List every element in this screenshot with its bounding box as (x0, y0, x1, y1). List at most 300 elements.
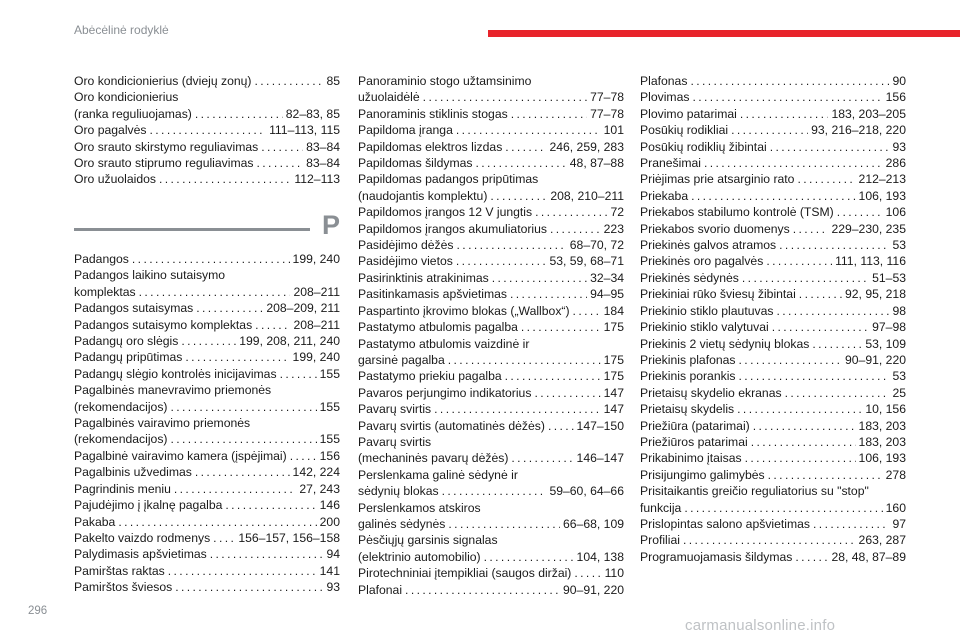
index-entry-pages: 48, 87–88 (569, 156, 624, 171)
index-entry-term: (naudojantis komplektu) (358, 188, 488, 203)
index-entry-term: (mechaninės pavarų dėžės) (358, 451, 509, 466)
index-entry-term: (ranka reguliuojamas) (74, 106, 192, 121)
index-entry-term: Programuojamasis šildymas (640, 549, 793, 564)
index-entry (640, 352, 906, 368)
index-entry-term: Profiliai (640, 533, 680, 548)
index-entry-term: Posūkių rodiklių žibintai (640, 139, 767, 154)
dot-leader (768, 467, 883, 483)
index-entry-pages: 208, 210–211 (550, 188, 624, 203)
dot-leader (511, 450, 573, 466)
index-entry-term: Plovimas (640, 90, 690, 105)
index-entry (640, 401, 906, 417)
index-entry-pages: 199, 240 (292, 252, 340, 266)
dot-leader (195, 464, 290, 480)
index-entry-pages: 10, 156 (865, 402, 906, 417)
index-entry (74, 122, 340, 138)
index-entry (358, 565, 624, 581)
index-entry-term: Pagalbinis užvedimas (74, 465, 192, 480)
index-entry-pages: 229–230, 235 (831, 221, 906, 236)
dot-leader (766, 253, 832, 269)
index-entry-term: Pasirinktinis atrakinimas (358, 270, 489, 285)
index-entry-pages: 85 (326, 74, 340, 88)
index-entry (74, 267, 340, 300)
index-entry-term: Pamirštos šviesos (74, 580, 173, 595)
dot-leader (492, 270, 587, 286)
index-column-2 (358, 73, 624, 598)
index-entry-term: Papildomas padangos pripūtimas (358, 172, 539, 187)
dot-leader (448, 352, 601, 368)
index-entry (74, 155, 340, 171)
dot-leader (779, 237, 889, 253)
index-entry (358, 418, 624, 434)
index-entry (358, 237, 624, 253)
index-entry-term: Padangos sutaisymo komplektas (74, 317, 253, 332)
index-entry (74, 317, 340, 333)
index-entry-pages: 72 (610, 205, 624, 220)
index-entry-term: Pastatymo priekiu pagalba (358, 369, 502, 384)
index-entry-term: užuolaidėlė (358, 90, 420, 105)
index-entry-pages: 155 (319, 432, 340, 447)
dot-leader (405, 582, 560, 598)
index-entry (358, 434, 624, 467)
index-entry-term: Pakelto vaizdo rodmenys (74, 530, 211, 545)
index-entry (358, 204, 624, 220)
index-entry (358, 303, 624, 319)
index-entry-term: Priekinio stiklo valytuvai (640, 320, 769, 335)
page-header-title: Abėcėlinė rodyklė (74, 23, 169, 37)
index-entry-term: Oro užuolaidos (74, 172, 156, 187)
index-entry-term: Padangos (74, 252, 129, 266)
index-entry-pages: 53, 109 (865, 336, 906, 351)
section-divider-p (74, 210, 340, 246)
dot-leader (448, 516, 560, 532)
index-entry (74, 171, 340, 187)
dot-leader (225, 497, 316, 513)
index-entry-pages: 51–53 (872, 270, 906, 285)
dot-leader (795, 549, 828, 565)
index-entry (358, 401, 624, 417)
index-entry (640, 450, 906, 466)
index-entry-term: Padangų pripūtimas (74, 350, 183, 365)
dot-leader (731, 122, 808, 138)
index-entry-pages: 184 (603, 303, 624, 318)
index-entry-pages: 156 (885, 90, 906, 105)
dot-leader (210, 546, 324, 562)
dot-leader (118, 514, 316, 530)
index-entry-pages: 53 (892, 238, 906, 253)
dot-leader (776, 303, 889, 319)
index-entry-term: Pastatymo atbulomis vaizdinė ir (358, 336, 530, 351)
index-entry-pages: 155 (319, 366, 340, 381)
dot-leader (772, 319, 869, 335)
index-entry-pages: 141 (319, 563, 340, 578)
index-entry-pages: 175 (603, 369, 624, 384)
index-entry (640, 303, 906, 319)
index-entry-pages: 183, 203–205 (831, 106, 906, 121)
index-entry-term: Pavarų svirtis (358, 402, 432, 417)
index-entry-term: Pasidėjimo vietos (358, 254, 453, 269)
index-entry-term: (rekomendacijos) (74, 399, 168, 414)
index-entry-term: Prikabinimo įtaisas (640, 451, 742, 466)
index-entry-term: Padangų oro slėgis (74, 334, 179, 349)
dot-leader (550, 221, 601, 237)
index-entry-term: Panoraminis stiklinis stogas (358, 106, 508, 121)
dot-leader (457, 237, 567, 253)
dot-leader (505, 139, 546, 155)
index-entry-term: Plovimo patarimai (640, 106, 737, 121)
index-entry (74, 464, 340, 480)
dot-leader (168, 563, 317, 579)
index-entry-pages: 212–213 (858, 172, 906, 187)
index-entry (358, 336, 624, 369)
index-entry-pages: 156 (319, 448, 340, 463)
index-entry-pages: 147–150 (576, 418, 624, 433)
index-entry-pages: 208–211 (293, 317, 340, 332)
index-entry (74, 73, 340, 89)
index-entry-term: Oro srauto skirstymo reguliavimas (74, 139, 259, 154)
index-entry (640, 286, 906, 302)
index-entry-pages: 112–113 (294, 172, 340, 187)
dot-leader (150, 122, 267, 138)
dot-leader (132, 251, 290, 267)
index-entry (358, 532, 624, 565)
index-entry-term: Prietaisų skydelio ekranas (640, 385, 782, 400)
index-entry (640, 89, 906, 105)
index-entry-term: (rekomendacijos) (74, 432, 168, 447)
index-entry-pages: 208–209, 211 (266, 301, 340, 316)
index-entry-term: Oro kondicionierius (74, 90, 179, 105)
index-entry-term: garsinė pagalba (358, 352, 445, 367)
index-entry (74, 514, 340, 530)
dot-leader (290, 448, 317, 464)
index-entry-pages: 53, 59, 68–71 (549, 254, 624, 269)
index-entry-term: Priekiniai rūko šviesų žibintai (640, 287, 796, 302)
index-entry-term: Prislopintas salono apšvietimas (640, 516, 811, 531)
index-entry-term: Pakaba (74, 514, 116, 529)
index-entry-pages: 94 (326, 547, 340, 562)
index-entry-term: Pavarų svirtis (automatinės dėžės) (358, 418, 545, 433)
index-entry (640, 516, 906, 532)
index-entry-pages: 110 (604, 566, 624, 581)
index-entry-pages: 146 (319, 498, 340, 513)
index-entry (74, 251, 340, 267)
index-entry (74, 382, 340, 415)
index-entry-term: Papildoma įranga (358, 123, 453, 138)
index-entry (358, 582, 624, 598)
index-entry-term: Panoraminio stogo užtamsinimo (358, 74, 532, 88)
index-entry-pages: 94–95 (590, 287, 624, 302)
dot-leader (745, 450, 856, 466)
dot-leader (535, 204, 607, 220)
index-entry (74, 366, 340, 382)
index-entry (74, 530, 340, 546)
dot-leader (813, 516, 889, 532)
index-entry-term: Papildomas šildymas (358, 156, 473, 171)
index-entry-pages: 199, 208, 211, 240 (239, 334, 340, 349)
dot-leader (456, 122, 601, 138)
index-entry-term: Priekabos svorio duomenys (640, 221, 790, 236)
dot-leader (684, 500, 882, 516)
index-entry-term: Perslenkamos atskiros (358, 500, 481, 515)
dot-leader (793, 221, 829, 237)
index-entry-term: komplektas (74, 284, 136, 299)
index-entry-pages: 160 (885, 500, 906, 515)
index-entry-term: Plafonai (358, 582, 403, 597)
dot-leader (751, 434, 856, 450)
index-entry (358, 253, 624, 269)
index-entry-term: Pastatymo atbulomis pagalba (358, 320, 518, 335)
index-entry-pages: 200 (319, 514, 340, 529)
index-entry (74, 300, 340, 316)
index-entry-pages: 106 (885, 205, 906, 220)
index-entry-pages: 59–60, 64–66 (549, 484, 624, 499)
dot-leader (280, 366, 317, 382)
index-entry-term: Priežiūra (patarimai) (640, 418, 750, 433)
index-entry (640, 319, 906, 335)
dot-leader (770, 139, 890, 155)
dot-leader (799, 286, 842, 302)
index-entry (640, 532, 906, 548)
index-entry-term: Papildomos įrangos akumuliatorius (358, 221, 548, 236)
index-entry-pages: 156–157, 156–158 (238, 530, 340, 545)
index-entry-pages: 97–98 (872, 320, 906, 335)
dot-leader (181, 333, 236, 349)
dot-leader (691, 188, 855, 204)
index-entry-pages: 90–91, 220 (563, 582, 624, 597)
index-entry (358, 171, 624, 204)
index-column-3 (640, 73, 906, 565)
index-entry (640, 155, 906, 171)
index-entry (640, 467, 906, 483)
index-entry (640, 270, 906, 286)
index-entry (358, 286, 624, 302)
index-entry-pages: 246, 259, 283 (549, 139, 624, 154)
index-entry-term: Prisijungimo galimybės (640, 467, 765, 482)
index-entry-term: sėdynių blokas (358, 484, 439, 499)
index-entry-pages: 101 (603, 123, 624, 138)
index-entry-term: Oro kondicionierius (dviejų zonų) (74, 74, 252, 88)
header-accent-bar (488, 30, 960, 37)
index-entry (74, 579, 340, 595)
index-entry (358, 73, 624, 106)
index-entry (640, 368, 906, 384)
index-entry-term: funkcija (640, 500, 682, 515)
index-entry-pages: 83–84 (306, 156, 340, 171)
section-rule (74, 228, 310, 231)
dot-leader (159, 171, 291, 187)
index-entry (640, 221, 906, 237)
index-entry-term: Priėjimas prie atsarginio rato (640, 172, 795, 187)
index-entry-term: Pavaros perjungimo indikatorius (358, 385, 532, 400)
dot-leader (170, 431, 316, 447)
index-entry (74, 563, 340, 579)
dot-leader (534, 385, 600, 401)
dot-leader (692, 89, 882, 105)
dot-leader (490, 188, 547, 204)
index-entry (640, 418, 906, 434)
dot-leader (548, 418, 574, 434)
index-entry-term: Pagalbinės manevravimo priemonės (74, 383, 272, 398)
index-entry (640, 204, 906, 220)
index-entry (358, 500, 624, 533)
index-entry-term: Pagalbinės vairavimo priemonės (74, 416, 251, 431)
index-column-1-top (74, 73, 340, 188)
index-entry (74, 333, 340, 349)
index-entry-pages: 83–84 (306, 139, 340, 154)
dot-leader (139, 284, 291, 300)
index-entry (358, 368, 624, 384)
dot-leader (511, 106, 587, 122)
dot-leader (837, 204, 883, 220)
index-entry-pages: 104, 138 (576, 549, 624, 564)
index-entry-pages: 90 (892, 74, 906, 88)
index-entry-term: Palydimasis apšvietimas (74, 547, 207, 562)
dot-leader (521, 319, 601, 335)
index-entry (640, 139, 906, 155)
index-entry-term: Priekinio stiklo plautuvas (640, 303, 774, 318)
index-entry-term: Paspartinto įkrovimo blokas („Wallbox“) (358, 303, 570, 318)
index-entry-pages: 32–34 (590, 270, 624, 285)
index-entry-term: Prisitaikantis greičio reguliatorius su "stop" (640, 484, 869, 499)
index-entry (358, 467, 624, 500)
section-letter: P (321, 210, 340, 240)
index-entry-pages: 183, 203 (858, 434, 906, 449)
index-entry-pages: 208–211 (293, 284, 340, 299)
index-entry-pages: 175 (603, 352, 624, 367)
index-entry-pages: 199, 240 (292, 350, 340, 365)
dot-leader (739, 368, 890, 384)
index-entry-term: Pajudėjimo į įkalnę pagalba (74, 498, 223, 513)
index-entry-term: Pasidėjimo dėžės (358, 238, 454, 253)
index-entry (358, 139, 624, 155)
index-entry (640, 434, 906, 450)
index-entry (74, 497, 340, 513)
dot-leader (510, 286, 587, 302)
index-entry-pages: 66–68, 109 (563, 516, 624, 531)
dot-leader (797, 171, 855, 187)
index-entry-pages: 142, 224 (292, 465, 340, 480)
index-entry-pages: 263, 287 (858, 533, 906, 548)
index-entry-pages: 25 (892, 385, 906, 400)
dot-leader (175, 579, 323, 595)
index-column-1-p (74, 251, 340, 596)
index-entry (640, 237, 906, 253)
index-entry-term: Priekinis porankis (640, 369, 736, 384)
index-entry-term: Priekinės galvos atramos (640, 238, 777, 253)
index-entry-term: Priekaba (640, 188, 689, 203)
index-entry (74, 448, 340, 464)
index-entry-pages: 77–78 (590, 106, 624, 121)
index-entry-pages: 147 (603, 402, 624, 417)
index-entry-term: Padangos sutaisymas (74, 301, 194, 316)
index-entry-pages: 111, 113, 116 (835, 254, 906, 269)
dot-leader (739, 352, 842, 368)
dot-leader (456, 253, 547, 269)
index-entry-term: Priekinės sėdynės (640, 270, 739, 285)
index-entry-pages: 183, 203 (858, 418, 906, 433)
index-entry-pages: 92, 95, 218 (845, 287, 906, 302)
index-entry (74, 139, 340, 155)
dot-leader (255, 317, 290, 333)
index-entry-pages: 68–70, 72 (569, 238, 624, 253)
index-entry (74, 89, 340, 122)
index-entry-pages: 93 (326, 580, 340, 595)
dot-leader (574, 565, 601, 581)
dot-leader (683, 532, 856, 548)
dot-leader (785, 385, 890, 401)
index-entry-pages: 111–113, 115 (269, 123, 340, 138)
index-entry-pages: 147 (603, 385, 624, 400)
index-entry-term: Prietaisų skydelis (640, 402, 735, 417)
index-entry (358, 270, 624, 286)
index-entry-pages: 97 (892, 516, 906, 531)
dot-leader (196, 300, 263, 316)
index-entry-term: Papildomos įrangos 12 V jungtis (358, 205, 533, 220)
index-entry (358, 106, 624, 122)
index-entry (640, 483, 906, 516)
index-entry-term: Oro srauto stiprumo reguliavimas (74, 156, 254, 171)
index-entry-pages: 223 (603, 221, 624, 236)
dot-leader (742, 270, 869, 286)
index-entry-term: Padangų slėgio kontrolės inicijavimas (74, 366, 277, 381)
index-entry-pages: 90–91, 220 (845, 352, 906, 367)
index-entry-term: Posūkių rodikliai (640, 123, 729, 138)
index-entry-pages: 98 (892, 303, 906, 318)
index-entry-term: Pirotechniniai įtempikliai (saugos diržai) (358, 566, 572, 581)
index-entry-pages: 28, 48, 87–89 (831, 549, 906, 564)
index-entry (358, 319, 624, 335)
dot-leader (753, 418, 856, 434)
index-entry-pages: 155 (319, 399, 340, 414)
index-entry (640, 122, 906, 138)
index-entry (640, 106, 906, 122)
index-entry-pages: 278 (885, 467, 906, 482)
dot-leader (475, 155, 566, 171)
index-entry-term: Priežiūros patarimai (640, 434, 748, 449)
dot-leader (254, 73, 323, 89)
index-entry-pages: 106, 193 (858, 188, 906, 203)
index-entry (358, 385, 624, 401)
index-entry (640, 549, 906, 565)
index-entry-pages: 106, 193 (858, 451, 906, 466)
index-entry (640, 171, 906, 187)
dot-leader (737, 401, 862, 417)
index-entry-pages: 93, 216–218, 220 (811, 123, 906, 138)
index-entry-term: (elektrinio automobilio) (358, 549, 481, 564)
dot-leader (213, 530, 235, 546)
index-entry (640, 336, 906, 352)
index-entry (74, 415, 340, 448)
dot-leader (170, 399, 316, 415)
index-entry (74, 481, 340, 497)
index-entry (358, 155, 624, 171)
dot-leader (704, 155, 883, 171)
index-entry-pages: 286 (885, 156, 906, 171)
index-entry-term: Pagrindinis meniu (74, 481, 171, 496)
index-entry-pages: 175 (603, 320, 624, 335)
index-entry (640, 188, 906, 204)
index-entry-term: Pamirštas raktas (74, 563, 165, 578)
index-entry-pages: 27, 243 (299, 481, 340, 496)
index-entry-term: Pasitinkamasis apšvietimas (358, 287, 508, 302)
index-entry-term: Padangos laikino sutaisymo (74, 268, 226, 283)
index-entry (358, 221, 624, 237)
index-entry-term: Plafonas (640, 74, 688, 88)
index-entry (74, 546, 340, 562)
dot-leader (195, 106, 283, 122)
index-entry-pages: 53 (892, 369, 906, 384)
index-entry-term: Oro pagalvės (74, 123, 147, 138)
